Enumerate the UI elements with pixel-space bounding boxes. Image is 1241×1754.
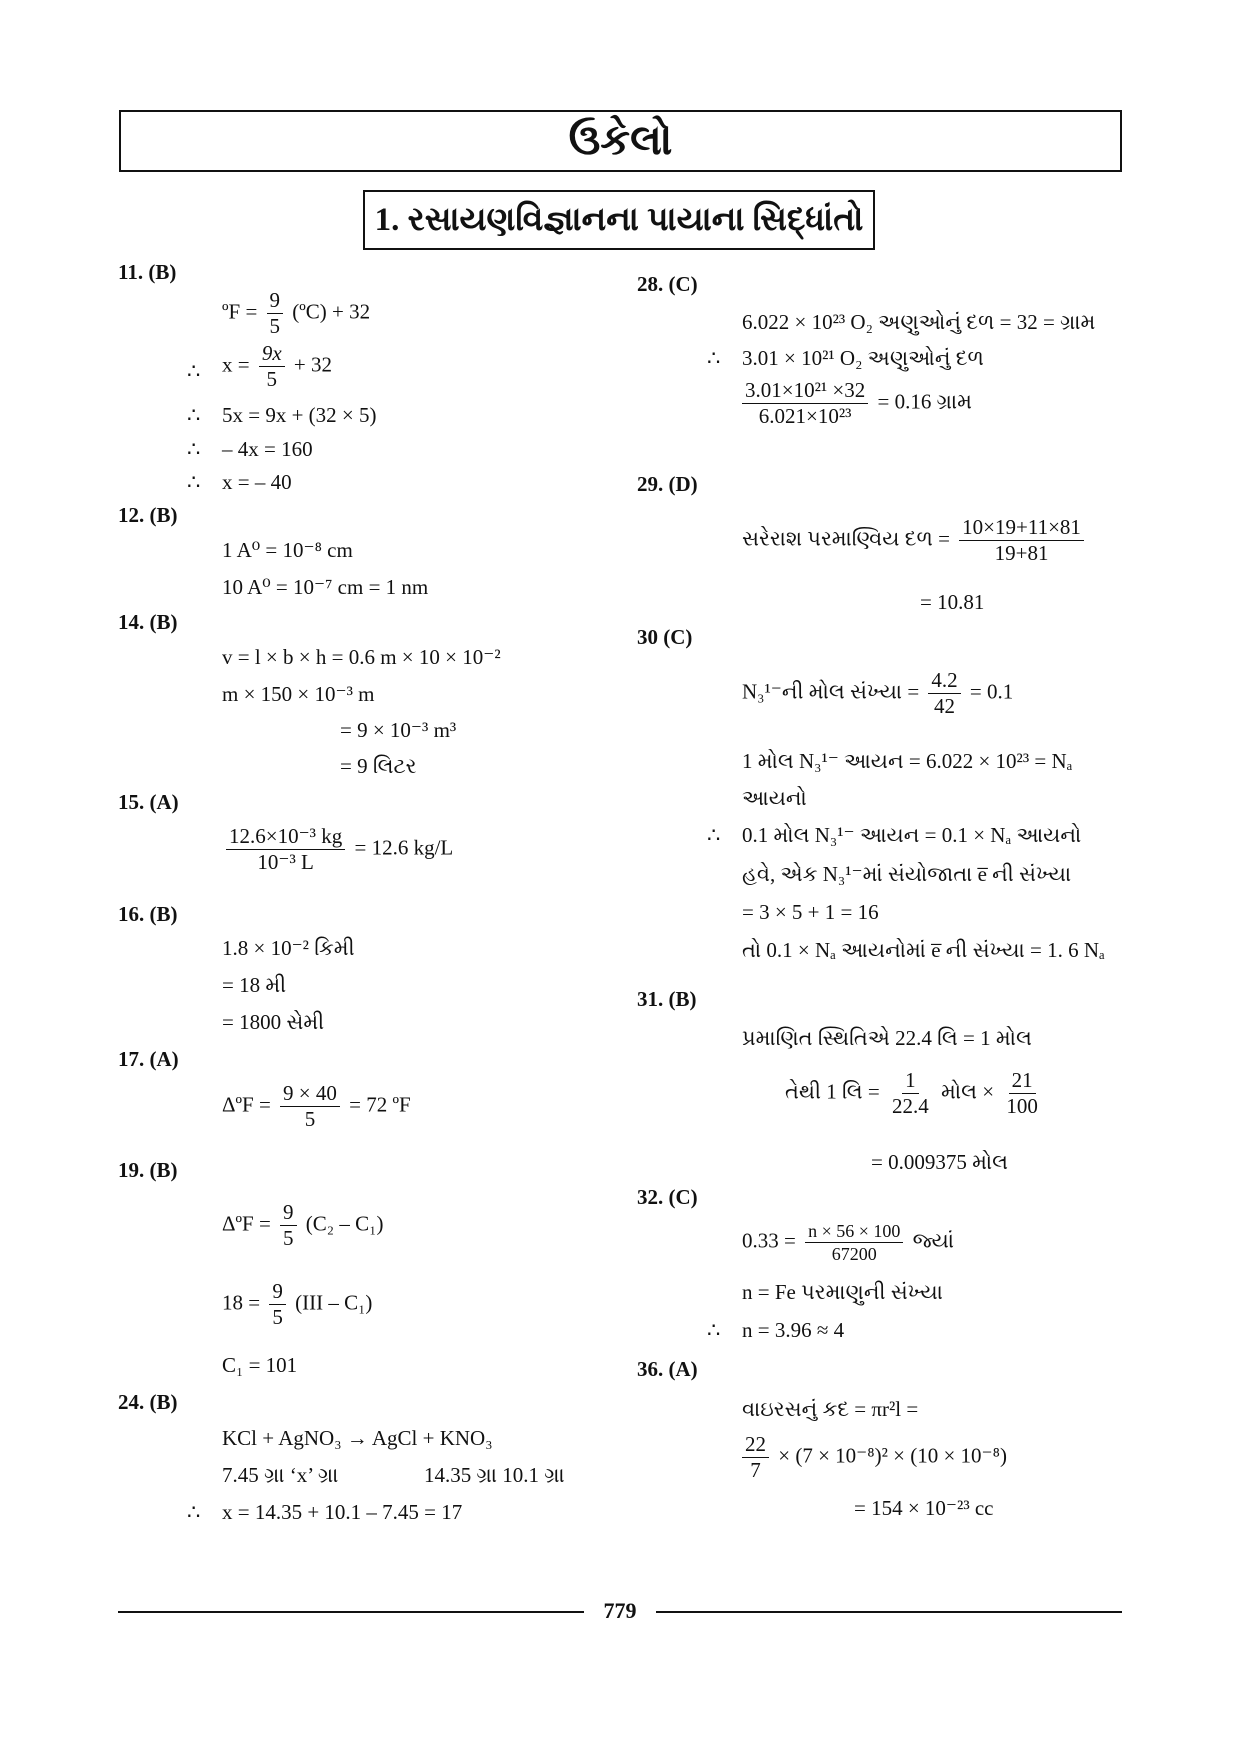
q30-line3: આયનો xyxy=(742,786,807,810)
q30-line5: હવે, એક N₃¹⁻માં સંયોજાતા e̅ ની સંખ્યા xyxy=(742,862,1072,886)
q30-line4: ∴ 0.1 મોલ N₃¹⁻ આયન = 0.1 × Nₐ આયનો xyxy=(707,823,1082,847)
q19-line2: 18 = $\frac{9}{5}$ (III – C₁) xyxy=(222,1279,373,1329)
q24-label: 24. (B) xyxy=(118,1390,178,1414)
q16-line2: = 18 મી xyxy=(222,973,287,997)
q29-line1: સરેરાશ પરમાણ્વિય દળ = $\frac{10\times 19+11\times 81}{19+81}$ xyxy=(742,517,1088,564)
q30-line2: 1 મોલ N₃¹⁻ આયન = 6.022 × 10²³ = Nₐ xyxy=(742,749,1073,773)
q24-line1: KCl + AgNO₃ → AgCl + KNO₃ xyxy=(222,1426,493,1450)
q16-label: 16. (B) xyxy=(118,902,178,926)
q30-label: 30 (C) xyxy=(637,625,693,649)
page-number: 779 xyxy=(603,1598,637,1623)
q14-label: 14. (B) xyxy=(118,610,178,634)
q12-line2: 10 A⁰ = 10⁻⁷ cm = 1 nm xyxy=(222,575,429,599)
q11-line1: ºF = $\frac{9}{5}$ (ºC) + 32 xyxy=(222,288,371,338)
q28-line3: $\frac{\text{3.01×10²¹ ×32}}{\text{6.021×10²³}}$ = 0.16 ગ્રામ xyxy=(742,380,972,427)
q12-label: 12. (B) xyxy=(118,503,178,527)
q31-line1: પ્રમાણિત સ્થિતિએ 22.4 લિ = 1 મોલ xyxy=(742,1026,1032,1050)
q32-line1: 0.33 = $\frac{n \times 56 \times 100}{67200}$ જ્યાં xyxy=(742,1221,954,1264)
q17-line1: ΔºF = $\frac{9 \times 40}{5}$ = 72 ºF xyxy=(222,1081,411,1131)
q11-line3: ∴ 5x = 9x + (32 × 5) xyxy=(187,403,377,427)
section-title: ઉકેલો xyxy=(568,118,673,164)
q14-line1: v = l × b × h = 0.6 m × 10 × 10⁻² xyxy=(222,645,501,669)
q32-line3: ∴ n = 3.96 ≈ 4 xyxy=(707,1318,845,1342)
q16-line3: = 1800 સેમી xyxy=(222,1010,325,1034)
q19-line1: ΔºF = $\frac{9}{5}$ (C₂ – C₁) xyxy=(222,1200,384,1250)
q31-line3: = 0.009375 મોલ xyxy=(871,1150,1009,1174)
q28-line1: 6.022 × 10²³ O₂ અણુઓનું દળ = 32 = ગ્રામ xyxy=(742,310,1096,334)
footer-rule-left xyxy=(118,1611,584,1613)
q24-line3: ∴ x = 14.35 + 10.1 – 7.45 = 17 xyxy=(187,1500,463,1524)
q31-label: 31. (B) xyxy=(637,987,697,1011)
q11-line4: ∴ – 4x = 160 xyxy=(187,437,313,461)
q16-line1: 1.8 × 10⁻² કિમી xyxy=(222,936,355,960)
q28-label: 28. (C) xyxy=(637,272,698,296)
q32-label: 32. (C) xyxy=(637,1185,698,1209)
q36-label: 36. (A) xyxy=(637,1357,698,1381)
q30-line6: = 3 × 5 + 1 = 16 xyxy=(742,900,879,924)
q11-label: 11. (B) xyxy=(118,260,177,284)
footer-rule-right xyxy=(656,1611,1122,1613)
q19-label: 19. (B) xyxy=(118,1158,178,1182)
q29-line2: = 10.81 xyxy=(920,590,985,614)
q36-line3: = 154 × 10⁻²³ cc xyxy=(854,1496,994,1520)
q15-label: 15. (A) xyxy=(118,790,179,814)
q14-line2: m × 150 × 10⁻³ m xyxy=(222,682,375,706)
q36-line1: વાઇરસનું કદ = πr²l = xyxy=(742,1397,919,1421)
q11-line5: ∴ x = – 40 xyxy=(187,470,292,494)
chapter-title: 1. રસાયણવિજ્ઞાનના પાયાના સિદ્ધાંતો xyxy=(374,201,864,238)
q28-line2: ∴ 3.01 × 10²¹ O₂ અણુઓનું દળ xyxy=(707,346,984,370)
q12-line1: 1 A⁰ = 10⁻⁸ cm xyxy=(222,538,353,562)
section-header xyxy=(119,110,1122,172)
q32-line2: n = Fe પરમાણુની સંખ્યા xyxy=(742,1280,943,1304)
q14-line4: = 9 લિટર xyxy=(340,754,417,778)
q36-line2: $\frac{22}{7}$ × (7 × 10⁻⁸)² × (10 × 10⁻⁸) xyxy=(742,1434,1007,1481)
q14-line3: = 9 × 10⁻³ m³ xyxy=(340,718,457,742)
q24-line2b: 14.35 ગ્રા 10.1 ગ્રા xyxy=(424,1463,565,1487)
q15-line1: $\frac{\text{12.6×10⁻³ kg}}{\text{10⁻³ L}}$ = 12.6 kg/L xyxy=(222,826,453,873)
q30-line1: N₃¹⁻ની મોલ સંખ્યા = $\frac{4.2}{42}$ = 0.1 xyxy=(742,668,1014,718)
q11-line2: ∴ x = $\frac{9x}{5}$ + 32 xyxy=(187,341,333,391)
chapter-title-box xyxy=(363,190,875,250)
q30-line7: તો 0.1 × Nₐ આયનોમાં e̅ ની સંખ્યા = 1. 6 Nₐ xyxy=(742,938,1105,962)
q24-line2a: 7.45 ગ્રા ‘x’ ગ્રા xyxy=(222,1463,339,1487)
q31-line2: તેથી 1 લિ = $\frac{1}{22.4}$ મોલ × $\frac{21}{100}$ xyxy=(785,1068,1038,1118)
q17-label: 17. (A) xyxy=(118,1047,179,1071)
q19-line3: C₁ = 101 xyxy=(222,1353,298,1377)
q29-label: 29. (D) xyxy=(637,472,698,496)
